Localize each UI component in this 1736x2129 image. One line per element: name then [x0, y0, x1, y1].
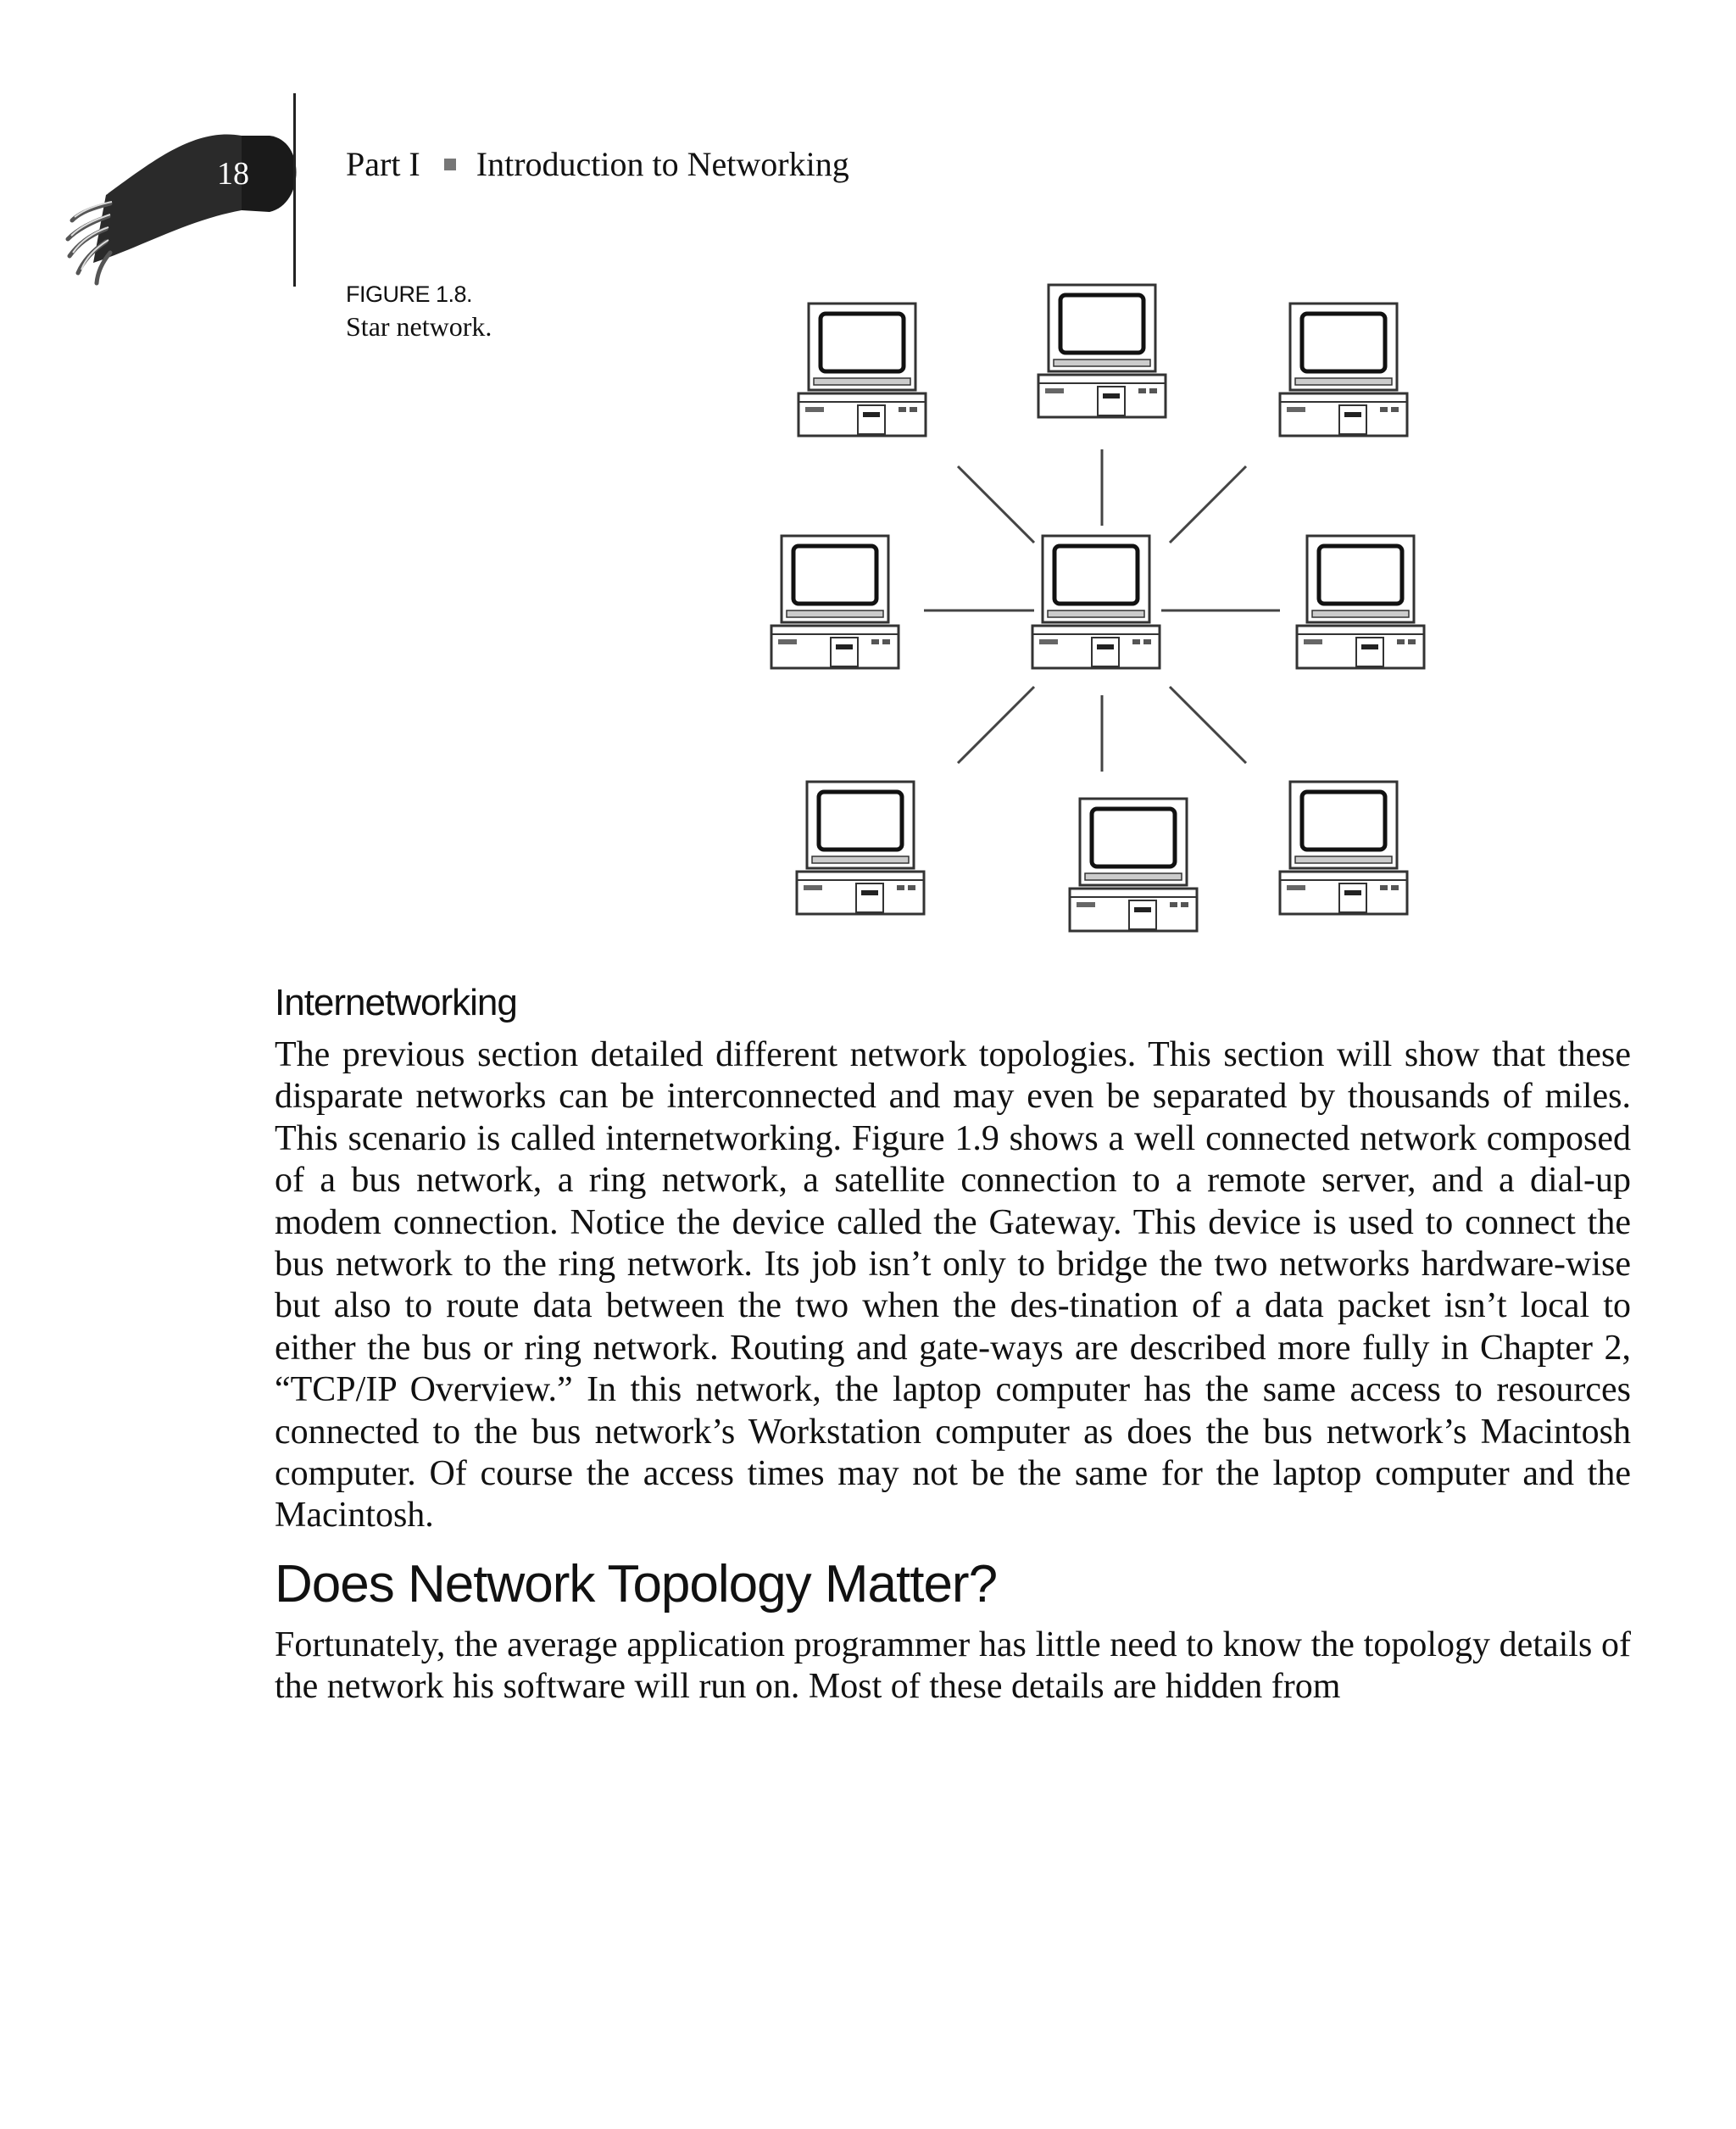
star-network-diagram — [746, 271, 1466, 950]
paragraph-topology: Fortunately, the average application programmer has little need to know the topology details of the network his software will run on. Most of these details are hidden from — [275, 1625, 1631, 1707]
paragraph-internetworking: The previous section detailed different network topologies. This section will show that these disparate networks can be interconnected and may even be separated by thousands of miles. This scenario is called internetworking. Figure 1.9 shows a well connected network composed of a bus network, a ring network, a satellite connection to a remote server, and a dial-up modem connection. Notice the device called the Gateway. This device is used to connect the bus network to the ring network. Its job isn’t only to bridge the two networks hardware-wise but also to route data between the two when the des-tination of a data packet isn’t local to either the bus or ring network. Routing and gate-ways are described more fully in Chapter 2, “TCP/IP Overview.” In this network, the laptop computer has the same access to resources connected to the bus network’s Workstation computer as does the bus network’s Macintosh computer. Of course the access times may not be the same for the laptop computer and the Macintosh. — [275, 1035, 1631, 1535]
figure-title: Star network. — [346, 311, 492, 342]
running-head — [346, 144, 849, 184]
computer-middle-right — [1297, 536, 1424, 668]
page-header — [59, 93, 992, 297]
computer-hub — [1032, 536, 1160, 668]
computer-bottom-left — [797, 782, 924, 914]
part-label: Part I — [346, 145, 420, 183]
computer-top-right — [1280, 304, 1407, 436]
heading-internetworking: Internetworking — [275, 982, 517, 1023]
square-bullet-icon — [444, 159, 456, 170]
computer-bottom-right — [1280, 782, 1407, 914]
computer-top-left — [798, 304, 926, 436]
chapter-title: Introduction to Networking — [476, 145, 849, 183]
heading-topology: Does Network Topology Matter? — [275, 1554, 998, 1613]
header-rule — [293, 93, 296, 287]
computer-bottom-center — [1070, 799, 1197, 931]
body-content — [275, 982, 1631, 1708]
figure-caption — [346, 281, 492, 343]
figure-label: FIGURE 1.8. — [346, 281, 473, 307]
computer-top-center — [1038, 285, 1166, 417]
hand-logo-icon — [59, 93, 297, 288]
computer-middle-left — [771, 536, 899, 668]
page-number: 18 — [217, 156, 249, 192]
